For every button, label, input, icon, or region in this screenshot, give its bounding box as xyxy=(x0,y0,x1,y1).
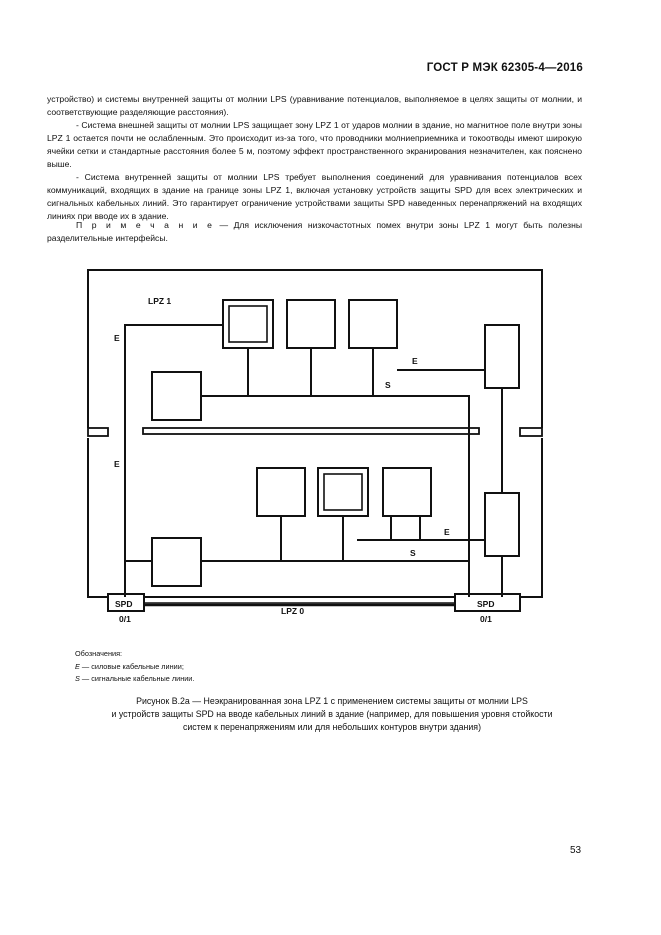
legend xyxy=(75,648,194,686)
page-number: 53 xyxy=(570,845,582,856)
caption-line-3: систем к перенапряжениям или для небольших контуров внутри здания) xyxy=(183,722,481,732)
legend-text-e: — силовые кабельные линии; xyxy=(79,661,184,671)
paragraph-2: - Система внешней защиты от молнии LPS защищает зону LPZ 1 от ударов молнии в здание, но магнитное поле внутри зоны LPZ 1 остается почти не ослабленным. Это происходит из-за того, что проводники молниеприемника и токоотводы имеют широкую ячейки сетки и стандартные расстояния более 5 м, поэтому эффект пространственного экранирования незначителен, как пояснено выше. xyxy=(47,120,582,169)
floor-slab xyxy=(143,428,479,434)
equipment-box-top-2 xyxy=(287,300,335,348)
spd-right-label: SPD xyxy=(477,599,495,609)
equipment-box-top-3 xyxy=(349,300,397,348)
paragraph-1: устройство) и системы внутренней защиты от молнии LPS (уравнивание потенциалов, выполняемое в целях защиты от молнии, и соответствующие разделяющие расстояния). xyxy=(47,94,582,117)
legend-item-power xyxy=(75,661,194,674)
signal-line-label-right-bottom: S xyxy=(410,548,416,558)
note-text: — Для исключения низкочастотных помех внутри зоны LPZ 1 могут быть полезны разделительные интерфейсы. xyxy=(47,220,582,243)
caption-line-1: Рисунок В.2а — Неэкранированная зона LPZ 1 с применением системы защиты от молнии LPS xyxy=(136,696,528,706)
lpz1-label: LPZ 1 xyxy=(148,296,172,306)
note-label: П р и м е ч а н и е xyxy=(76,220,214,230)
wall-stub-right xyxy=(520,428,542,436)
equipment-shielded-bottom xyxy=(318,468,368,516)
spd-box-right-top xyxy=(485,325,519,388)
legend-symbol-e: E xyxy=(75,661,80,671)
power-line-label-right-bottom: E xyxy=(444,527,450,537)
document-standard-header: ГОСТ Р МЭК 62305-4—2016 xyxy=(426,62,583,74)
spd-left-zone-label: 0/1 xyxy=(119,614,131,624)
power-line-label-right-top: E xyxy=(412,356,418,366)
legend-text-s: — сигнальные кабельные линии. xyxy=(79,674,195,683)
paragraph-3: - Система внутренней защиты от молнии LPS требует выполнения соединений для уравнивания потенциалов всех коммуникаций, входящих в здание на границе зоны LPZ 1, включая установку устройств защиты SPD для всех электрических и сигнальных кабельных линий. Это гарантирует ограничение устройствами защиты SPD наведенных перенапряжений на входящих линиях при вводе их в здание. xyxy=(47,172,582,221)
equipment-box-bottom-left xyxy=(152,538,201,586)
spd-left-label: SPD xyxy=(115,599,133,609)
figure-caption xyxy=(47,695,617,734)
caption-line-2: и устройств защиты SPD на вводе кабельных линий в здание (например, для повышения уровня стойкости xyxy=(111,709,553,719)
power-line-label-left-top: E xyxy=(114,333,120,343)
legend-title: Обозначения: xyxy=(75,649,123,658)
power-line-label-left-bottom: E xyxy=(114,459,120,469)
spd-right-zone-label: 0/1 xyxy=(480,614,492,624)
equipment-box-bottom-3 xyxy=(383,468,431,516)
equipment-box-top-left xyxy=(152,372,201,420)
equipment-box-bottom-1 xyxy=(257,468,305,516)
equipment-shielded-top xyxy=(223,300,273,348)
legend-symbol-s: S xyxy=(75,674,80,683)
spd-box-right-bottom xyxy=(485,493,519,556)
lpz0-label: LPZ 0 xyxy=(281,606,305,616)
signal-line-label-right-top: S xyxy=(385,380,391,390)
legend-item-signal xyxy=(75,673,194,686)
wall-stub-left xyxy=(88,428,108,436)
